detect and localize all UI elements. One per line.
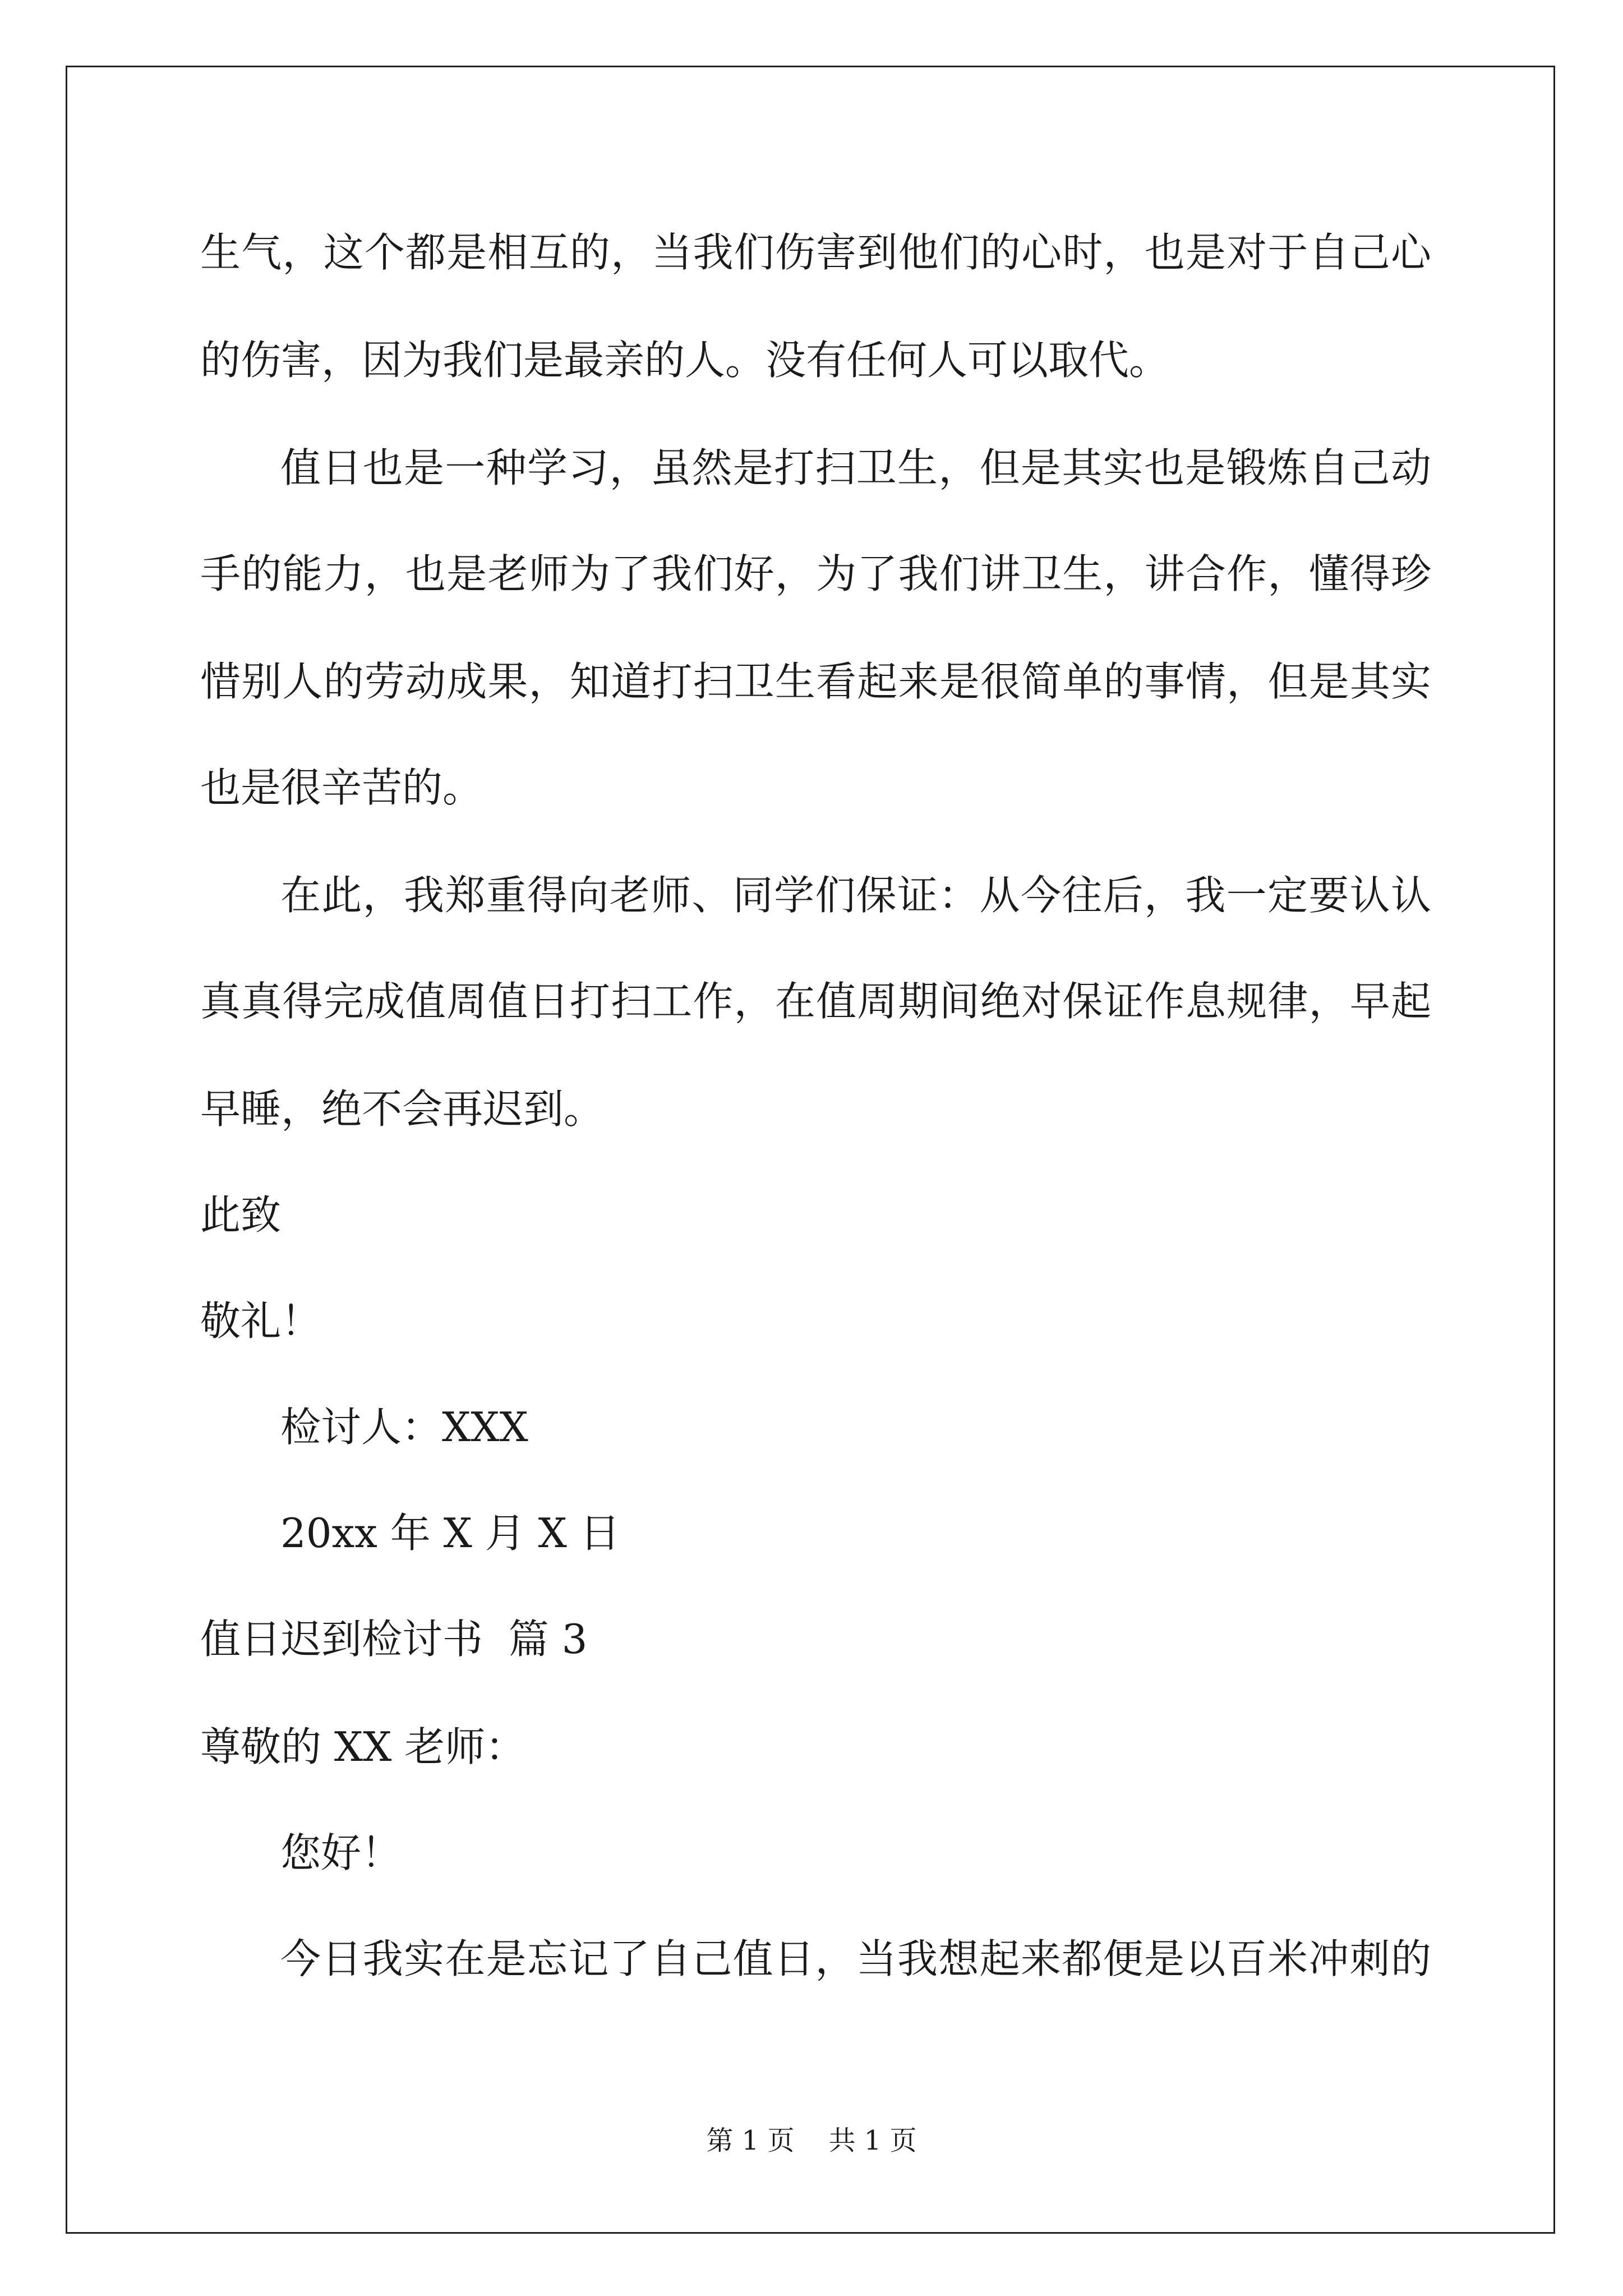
closing-salutation: 此致 — [200, 1191, 282, 1239]
paragraph-line: 生气，这个都是相互的，当我们伤害到他们的心时，也是对于自己心 — [200, 229, 1431, 276]
signature-name: 检讨人：XXX — [280, 1404, 528, 1451]
closing-regards: 敬礼！ — [200, 1297, 322, 1345]
page-footer: 第 1 页 共 1 页 — [706, 2125, 917, 2156]
paragraph-line: 也是很辛苦的。 — [200, 764, 483, 811]
paragraph-line: 的伤害，因为我们是最亲的人。没有任何人可以取代。 — [200, 337, 1170, 384]
paragraph-line: 手的能力，也是老师为了我们好，为了我们讲卫生，讲合作，懂得珍 — [200, 550, 1431, 597]
letter-addressee: 尊敬的 XX 老师： — [200, 1723, 526, 1770]
letter-greeting: 您好！ — [280, 1829, 402, 1876]
paragraph-line: 惜别人的劳动成果，知道打扫卫生看起来是很简单的事情，但是其实 — [200, 658, 1431, 705]
paragraph-line: 在此，我郑重得向老师、同学们保证：从今往后，我一定要认认 — [280, 872, 1431, 919]
signature-date: 20xx 年 X 月 X 日 — [280, 1510, 620, 1557]
section-heading: 值日迟到检讨书 篇 3 — [200, 1616, 588, 1663]
paragraph-line: 真真得完成值周值日打扫工作，在值周期间绝对保证作息规律，早起 — [200, 978, 1431, 1025]
paragraph-line: 值日也是一种学习，虽然是打扫卫生，但是其实也是锻炼自己动 — [280, 444, 1431, 491]
page-border — [66, 66, 1555, 2234]
paragraph-line: 早睡，绝不会再迟到。 — [200, 1085, 605, 1133]
paragraph-line: 今日我实在是忘记了自己值日，当我想起来都便是以百米冲刺的 — [280, 1935, 1431, 1982]
